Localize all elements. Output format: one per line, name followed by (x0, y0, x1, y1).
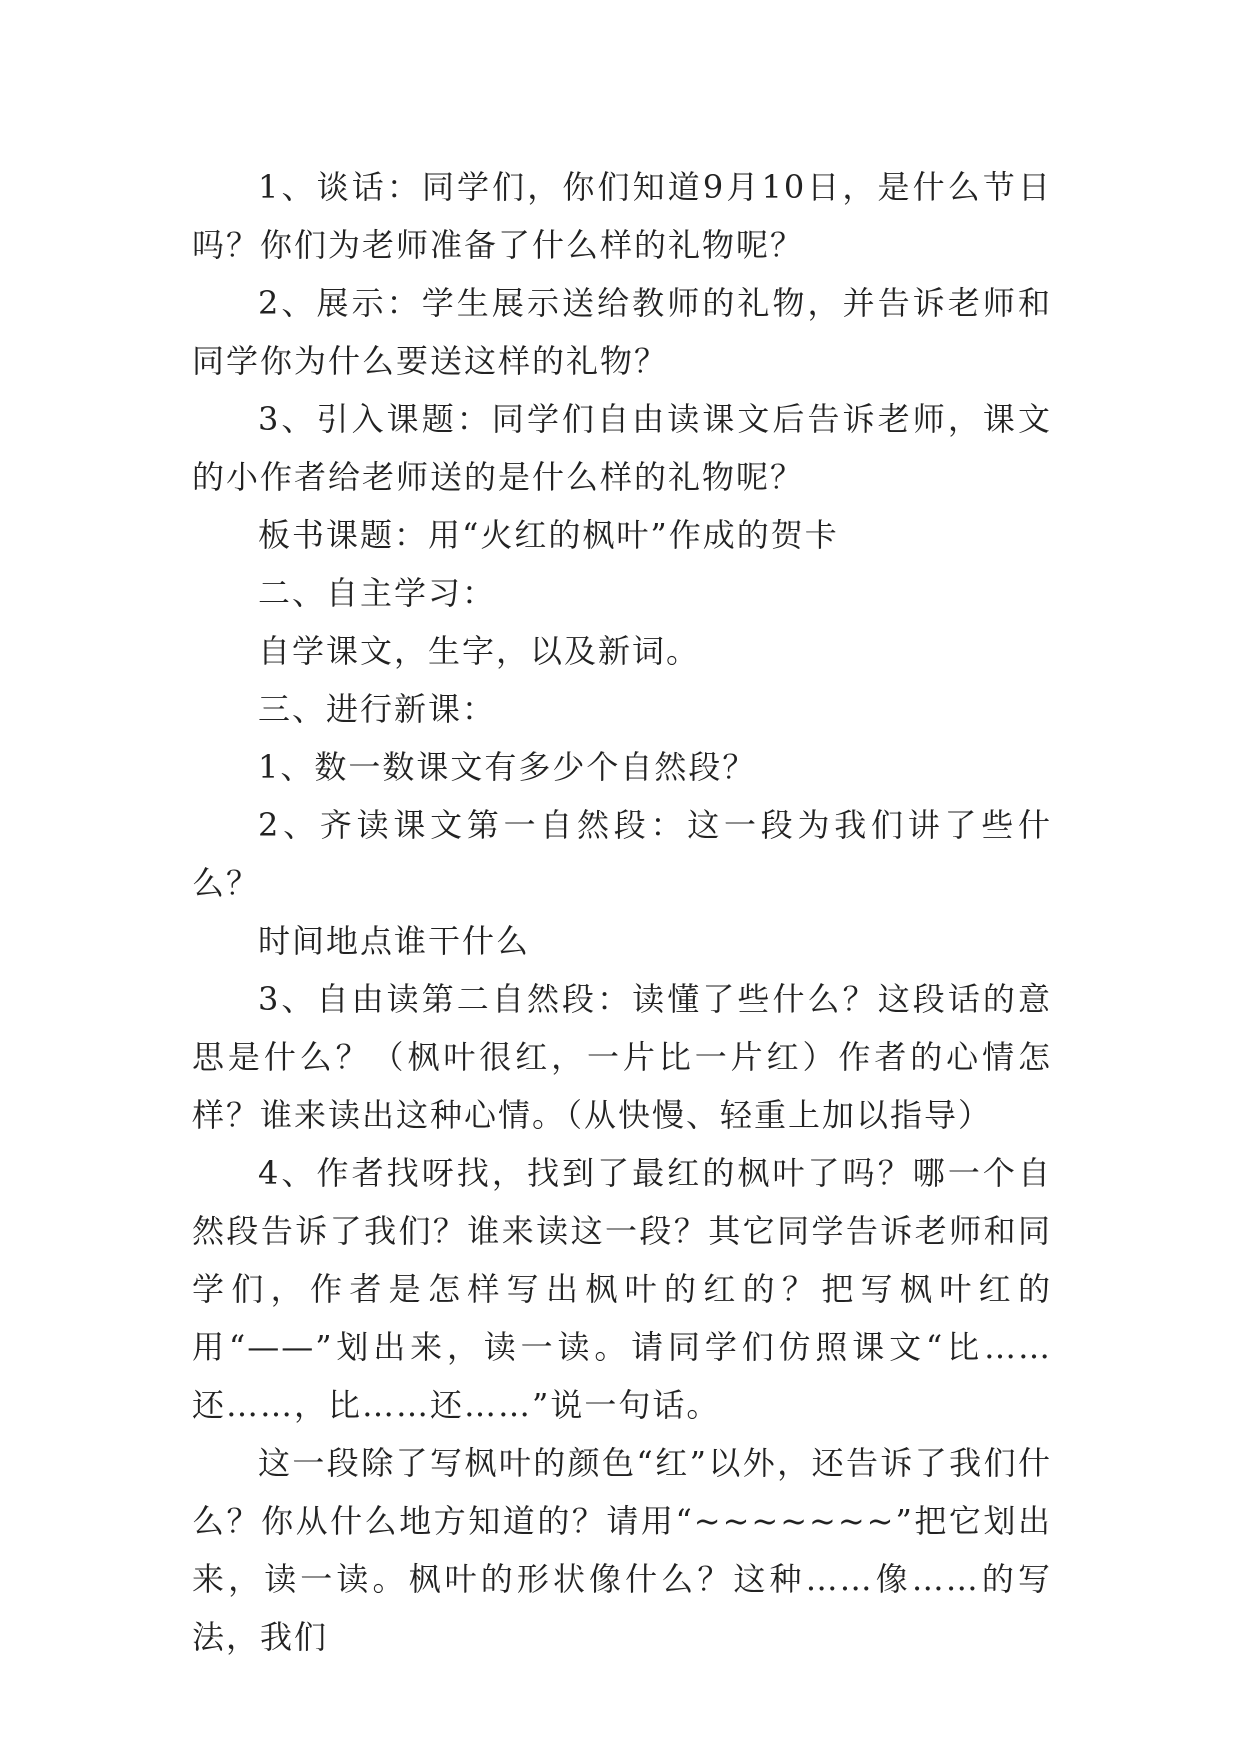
paragraph-leaf-shape: 这一段除了写枫叶的颜色“红”以外，还告诉了我们什么？你从什么地方知道的？请用“~~~~~~~”把它划出来，读一读。枫叶的形状像什么？这种……像……的写法，我们 (192, 1444, 1052, 1656)
paragraph-intro-topic: 3、引入课题：同学们自由读课文后告诉老师，课文的小作者给老师送的是什么样的礼物呢？ (192, 400, 1052, 496)
section-heading-self-study: 二、自主学习： (258, 574, 497, 612)
paragraph-read-second: 3、自由读第二自然段：读懂了些什么？这段话的意思是什么？（枫叶很红，一片比一片红）作者的心情怎样？谁来读出这种心情。（从快慢、轻重上加以指导） (192, 980, 1052, 1134)
document-body (192, 158, 1052, 1666)
paragraph-self-study: 自学课文，生字，以及新词。 (258, 632, 701, 670)
paragraph-find-leaf: 4、作者找呀找，找到了最红的枫叶了吗？哪一个自然段告诉了我们？谁来读这一段？其它同学告诉老师和同学们，作者是怎样写出枫叶的红的？把写枫叶红的用“——”划出来，读一读。请同学们仿照课文“比……还……，比……还……”说一句话。 (192, 1154, 1052, 1424)
paragraph-talk: 1、谈话：同学们，你们知道9月10日，是什么节日吗？你们为老师准备了什么样的礼物呢？ (192, 168, 1052, 264)
paragraph-read-first: 2、齐读课文第一自然段：这一段为我们讲了些什么？ (192, 806, 1052, 902)
paragraph-count: 1、数一数课文有多少个自然段？ (258, 748, 757, 786)
paragraph-elements: 时间地点谁干什么 (258, 922, 531, 960)
paragraph-board-title: 板书课题：用“火红的枫叶”作成的贺卡 (258, 516, 839, 554)
section-heading-new-lesson: 三、进行新课： (258, 690, 497, 728)
paragraph-show: 2、展示：学生展示送给教师的礼物，并告诉老师和同学你为什么要送这样的礼物？ (192, 284, 1052, 380)
